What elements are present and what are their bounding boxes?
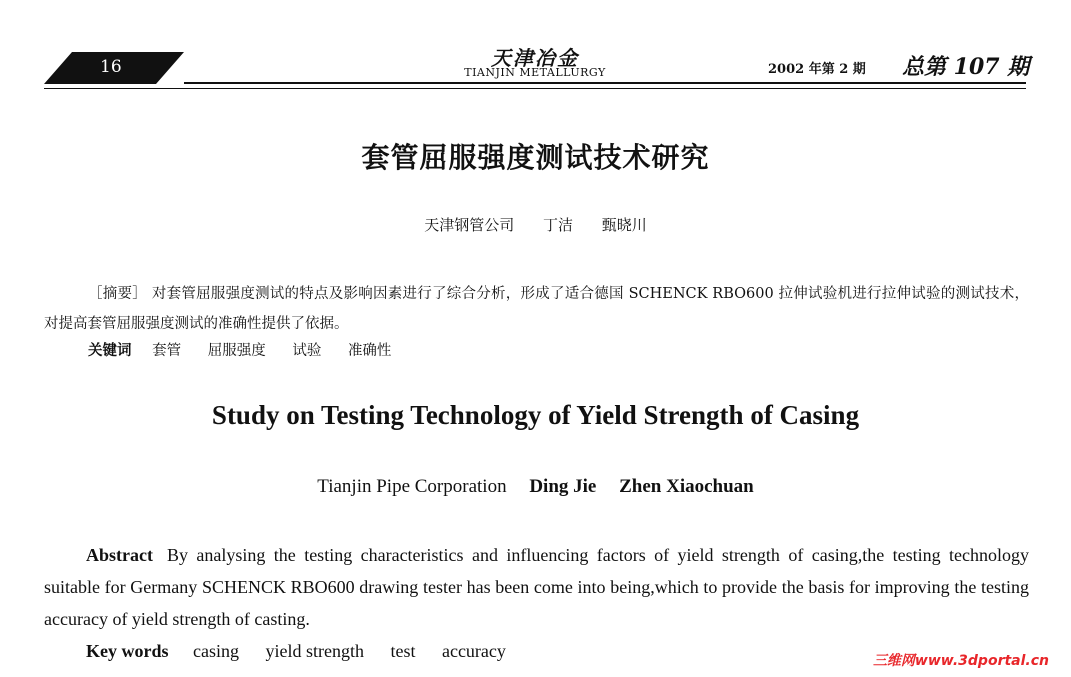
authors-en: [0, 476, 1071, 498]
keyword-en-3: test: [390, 641, 416, 661]
keyword-en-4: accuracy: [441, 641, 506, 661]
header-rule-bottom: [44, 88, 1026, 89]
journal-header: [0, 0, 1071, 95]
issue-number: 2002 年第 2 期: [768, 62, 866, 77]
total-issue-number: 总第 107 期: [902, 54, 1030, 80]
keyword-en-2: yield strength: [265, 641, 364, 661]
author-en-2: Zhen Xiaochuan: [619, 476, 754, 497]
abstract-cn: [44, 279, 1029, 339]
keywords-cn: [88, 339, 413, 363]
keywords-en: [86, 637, 528, 665]
article-title-cn: 套管屈服强度测试技术研究: [361, 141, 710, 174]
author-cn-1: 丁洁: [542, 216, 573, 234]
keywords-label-cn: 关键词: [88, 342, 132, 359]
article-title-en: Study on Testing Technology of Yield Strength of Casing: [211, 400, 860, 430]
site-watermark: 三维网www.3dportal.cn: [872, 653, 1049, 669]
keyword-cn-4: 准确性: [347, 343, 392, 359]
journal-title-cn: 天津冶金: [491, 46, 579, 70]
journal-title-en: TIANJIN METALLURGY: [464, 66, 606, 79]
header-rule-top: [184, 82, 1026, 84]
abstract-text-cn: 对套管屈服强度测试的特点及影响因素进行了综合分析，形成了适合德国 SCHENCK RBO600 拉伸试验机进行拉伸试验的测试技术，对提高套管屈服强度测试的准确性提供了依据。: [44, 286, 1029, 332]
keyword-cn-3: 试验: [292, 343, 322, 359]
keyword-en-1: casing: [193, 641, 239, 661]
abstract-label-cn: ［摘要］: [88, 286, 147, 302]
author-cn-2: 甄晓川: [601, 216, 647, 234]
abstract-text-en: By analysing the testing characteristics and influencing factors of yield strength of casing,the testing technology suitable for Germany SCHENCK RBO600 drawing tester has been come into being,which to provide the basis for improving the testing accuracy of yield strength of casting.: [44, 545, 1029, 629]
keyword-cn-1: 套管: [152, 343, 182, 359]
affiliation-cn: 天津钢管公司: [424, 216, 515, 234]
affiliation-en: Tianjin Pipe Corporation: [317, 476, 507, 497]
authors-cn: [0, 214, 1071, 235]
keywords-label-en: Key words: [86, 641, 169, 661]
keyword-cn-2: 屈服强度: [207, 343, 266, 359]
author-en-1: Ding Jie: [529, 476, 597, 497]
page-number: 16: [100, 57, 122, 77]
abstract-label-en: Abstract: [86, 545, 153, 565]
abstract-en: [44, 539, 1029, 635]
